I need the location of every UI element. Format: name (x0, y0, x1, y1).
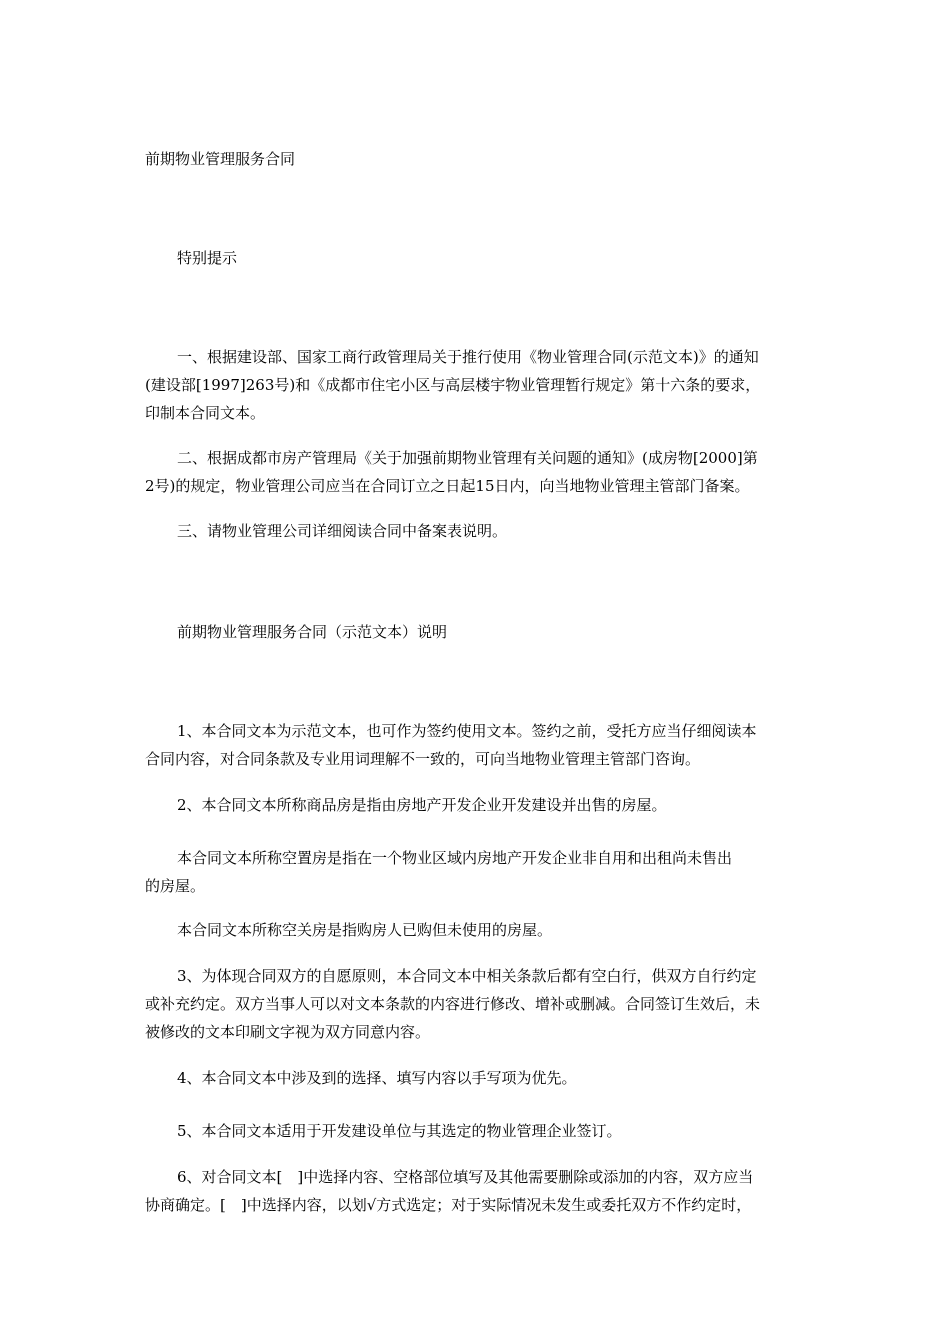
notice-item-1-line-2: (建设部[1997]263号)和《成都市住宅小区与高层楼宇物业管理暂行规定》第十六条的要求， (145, 376, 761, 394)
explanation-heading: 前期物业管理服务合同（示范文本）说明 (177, 623, 448, 641)
explanation-p1-line-1: 1、本合同文本为示范文本，也可作为签约使用文本。签约之前，受托方应当仔细阅读本 (177, 722, 757, 740)
explanation-p3-line-2: 的房屋。 (145, 877, 206, 895)
notice-item-1-line-1: 一、根据建设部、国家工商行政管理局关于推行使用《物业管理合同(示范文本)》的通知 (177, 348, 759, 366)
explanation-p5-line-3: 被修改的文本印刷文字视为双方同意内容。 (145, 1023, 431, 1041)
explanation-p8-line-2: 协商确定。[ ]中选择内容，以划√方式选定；对于实际情况未发生或委托双方不作约定时， (145, 1196, 752, 1214)
notice-item-2-line-1: 二、根据成都市房产管理局《关于加强前期物业管理有关问题的通知》(成房物[2000]第 (177, 449, 758, 467)
explanation-p7: 5、本合同文本适用于开发建设单位与其选定的物业管理企业签订。 (177, 1122, 622, 1140)
notice-item-2-line-2: 2号)的规定，物业管理公司应当在合同订立之日起15日内，向当地物业管理主管部门备案。 (145, 477, 750, 495)
explanation-p6: 4、本合同文本中涉及到的选择、填写内容以手写项为优先。 (177, 1069, 577, 1087)
document-title: 前期物业管理服务合同 (145, 150, 296, 168)
explanation-p2: 2、本合同文本所称商品房是指由房地产开发企业开发建设并出售的房屋。 (177, 796, 667, 814)
explanation-p8-line-1: 6、对合同文本[ ]中选择内容、空格部位填写及其他需要删除或添加的内容，双方应当 (177, 1168, 754, 1186)
explanation-p5-line-2: 或补充约定。双方当事人可以对文本条款的内容进行修改、增补或删减。合同签订生效后，未 (145, 995, 761, 1013)
explanation-p1-line-2: 合同内容，对合同条款及专业用词理解不一致的，可向当地物业管理主管部门咨询。 (145, 750, 701, 768)
notice-item-3: 三、请物业管理公司详细阅读合同中备案表说明。 (177, 522, 508, 540)
explanation-p4: 本合同文本所称空关房是指购房人已购但未使用的房屋。 (177, 921, 553, 939)
notice-item-1-line-3: 印制本合同文本。 (145, 404, 266, 422)
explanation-p5-line-1: 3、为体现合同双方的自愿原则，本合同文本中相关条款后都有空白行，供双方自行约定 (177, 967, 757, 985)
explanation-p3-line-1: 本合同文本所称空置房是指在一个物业区域内房地产开发企业非自用和出租尚未售出 (177, 849, 733, 867)
notice-heading: 特别提示 (177, 249, 238, 267)
